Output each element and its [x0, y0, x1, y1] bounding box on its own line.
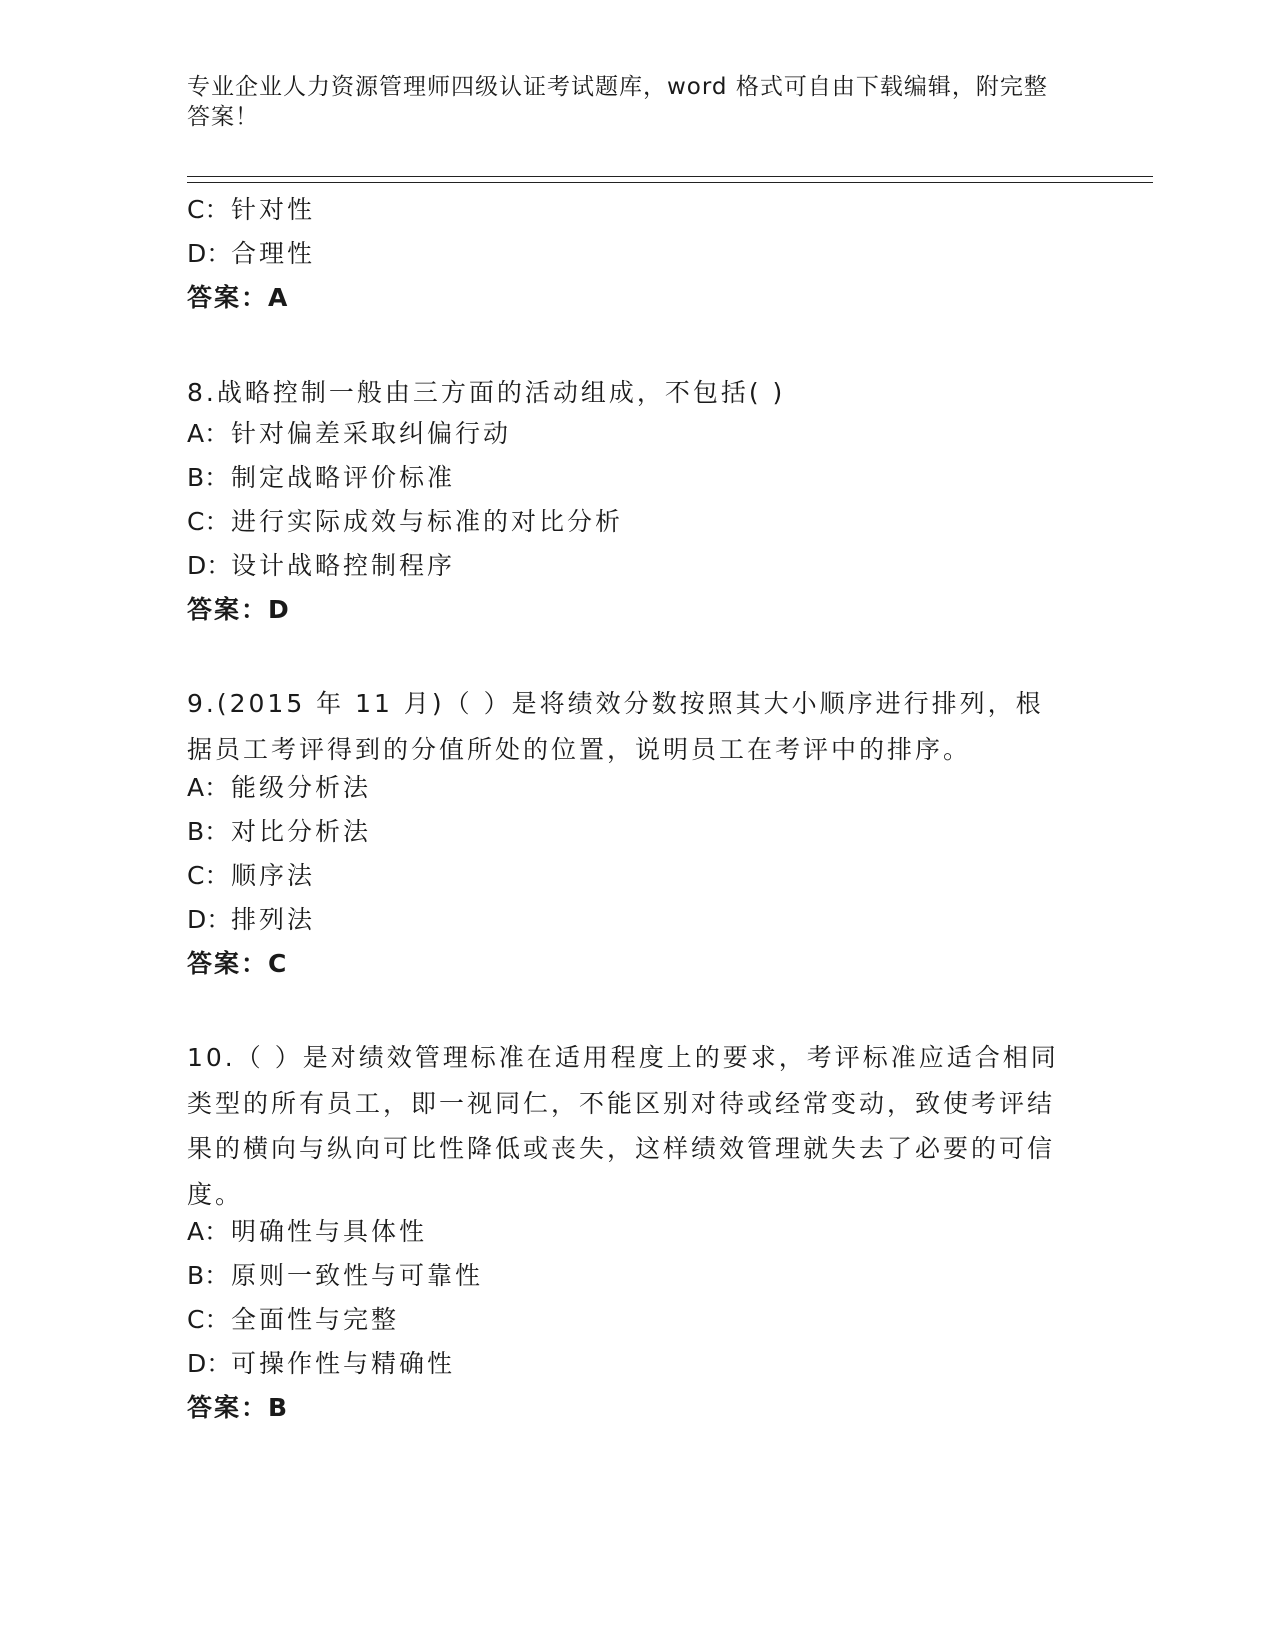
option-label: D： [187, 239, 232, 268]
option-label: A： [187, 773, 230, 802]
option-b [187, 816, 371, 848]
option-text: 能级分析法 [231, 773, 372, 802]
option-label: A： [187, 1217, 230, 1246]
question-stem: 9.(2015 年 11 月)（ ）是将绩效分数按照其大小顺序进行排列，根据员工考评得到的分值所处的位置，说明员工在考评中的排序。 [187, 689, 1044, 764]
option-text: 针对偏差采取纠偏行动 [231, 419, 512, 448]
option-text: 合理性 [231, 239, 316, 268]
option-label: B： [187, 463, 230, 492]
option-text: 对比分析法 [231, 817, 372, 846]
answer: 答案：B [187, 1393, 290, 1422]
option-text: 针对性 [231, 195, 316, 224]
option-text: 制定战略评价标准 [231, 463, 456, 492]
option-text: 可操作性与精确性 [231, 1349, 456, 1378]
option-d [187, 238, 315, 270]
option-label: D： [187, 1349, 232, 1378]
option-c [187, 1304, 399, 1336]
option-label: B： [187, 817, 230, 846]
header-rule-top [187, 176, 1153, 177]
option-text: 全面性与完整 [231, 1305, 400, 1334]
option-label: C： [187, 1305, 230, 1334]
option-text: 明确性与具体性 [231, 1217, 428, 1246]
option-label: B： [187, 1261, 230, 1290]
question-stem: 8.战略控制一般由三方面的活动组成，不包括( ) [187, 378, 786, 407]
option-label: C： [187, 507, 230, 536]
option-d [187, 550, 455, 582]
option-label: C： [187, 861, 230, 890]
option-label: D： [187, 905, 232, 934]
header-rule-bottom [187, 182, 1153, 183]
option-a [187, 772, 371, 804]
option-label: A： [187, 419, 230, 448]
option-d [187, 1348, 455, 1380]
option-label: C： [187, 195, 230, 224]
option-a [187, 418, 511, 450]
option-label: D： [187, 551, 232, 580]
option-b [187, 462, 455, 494]
option-c [187, 860, 315, 892]
answer: 答案：D [187, 595, 291, 624]
question-stem: 10.（ ）是对绩效管理标准在适用程度上的要求，考评标准应适合相同类型的所有员工，即一视同仁，不能区别对待或经常变动，致使考评结果的横向与纵向可比性降低或丧失，这样绩效管理就失去了必要的可信度。 [187, 1043, 1059, 1209]
option-text: 顺序法 [231, 861, 316, 890]
option-text: 进行实际成效与标准的对比分析 [231, 507, 624, 536]
option-text: 排列法 [231, 905, 316, 934]
option-a [187, 1216, 427, 1248]
option-text: 原则一致性与可靠性 [231, 1261, 484, 1290]
option-text: 设计战略控制程序 [231, 551, 456, 580]
option-c [187, 506, 623, 538]
answer: 答案：A [187, 283, 290, 312]
document-header: 专业企业人力资源管理师四级认证考试题库，word 格式可自由下载编辑，附完整答案！ [187, 74, 1048, 130]
option-c [187, 194, 315, 226]
answer: 答案：C [187, 949, 289, 978]
option-d [187, 904, 315, 936]
option-b [187, 1260, 483, 1292]
